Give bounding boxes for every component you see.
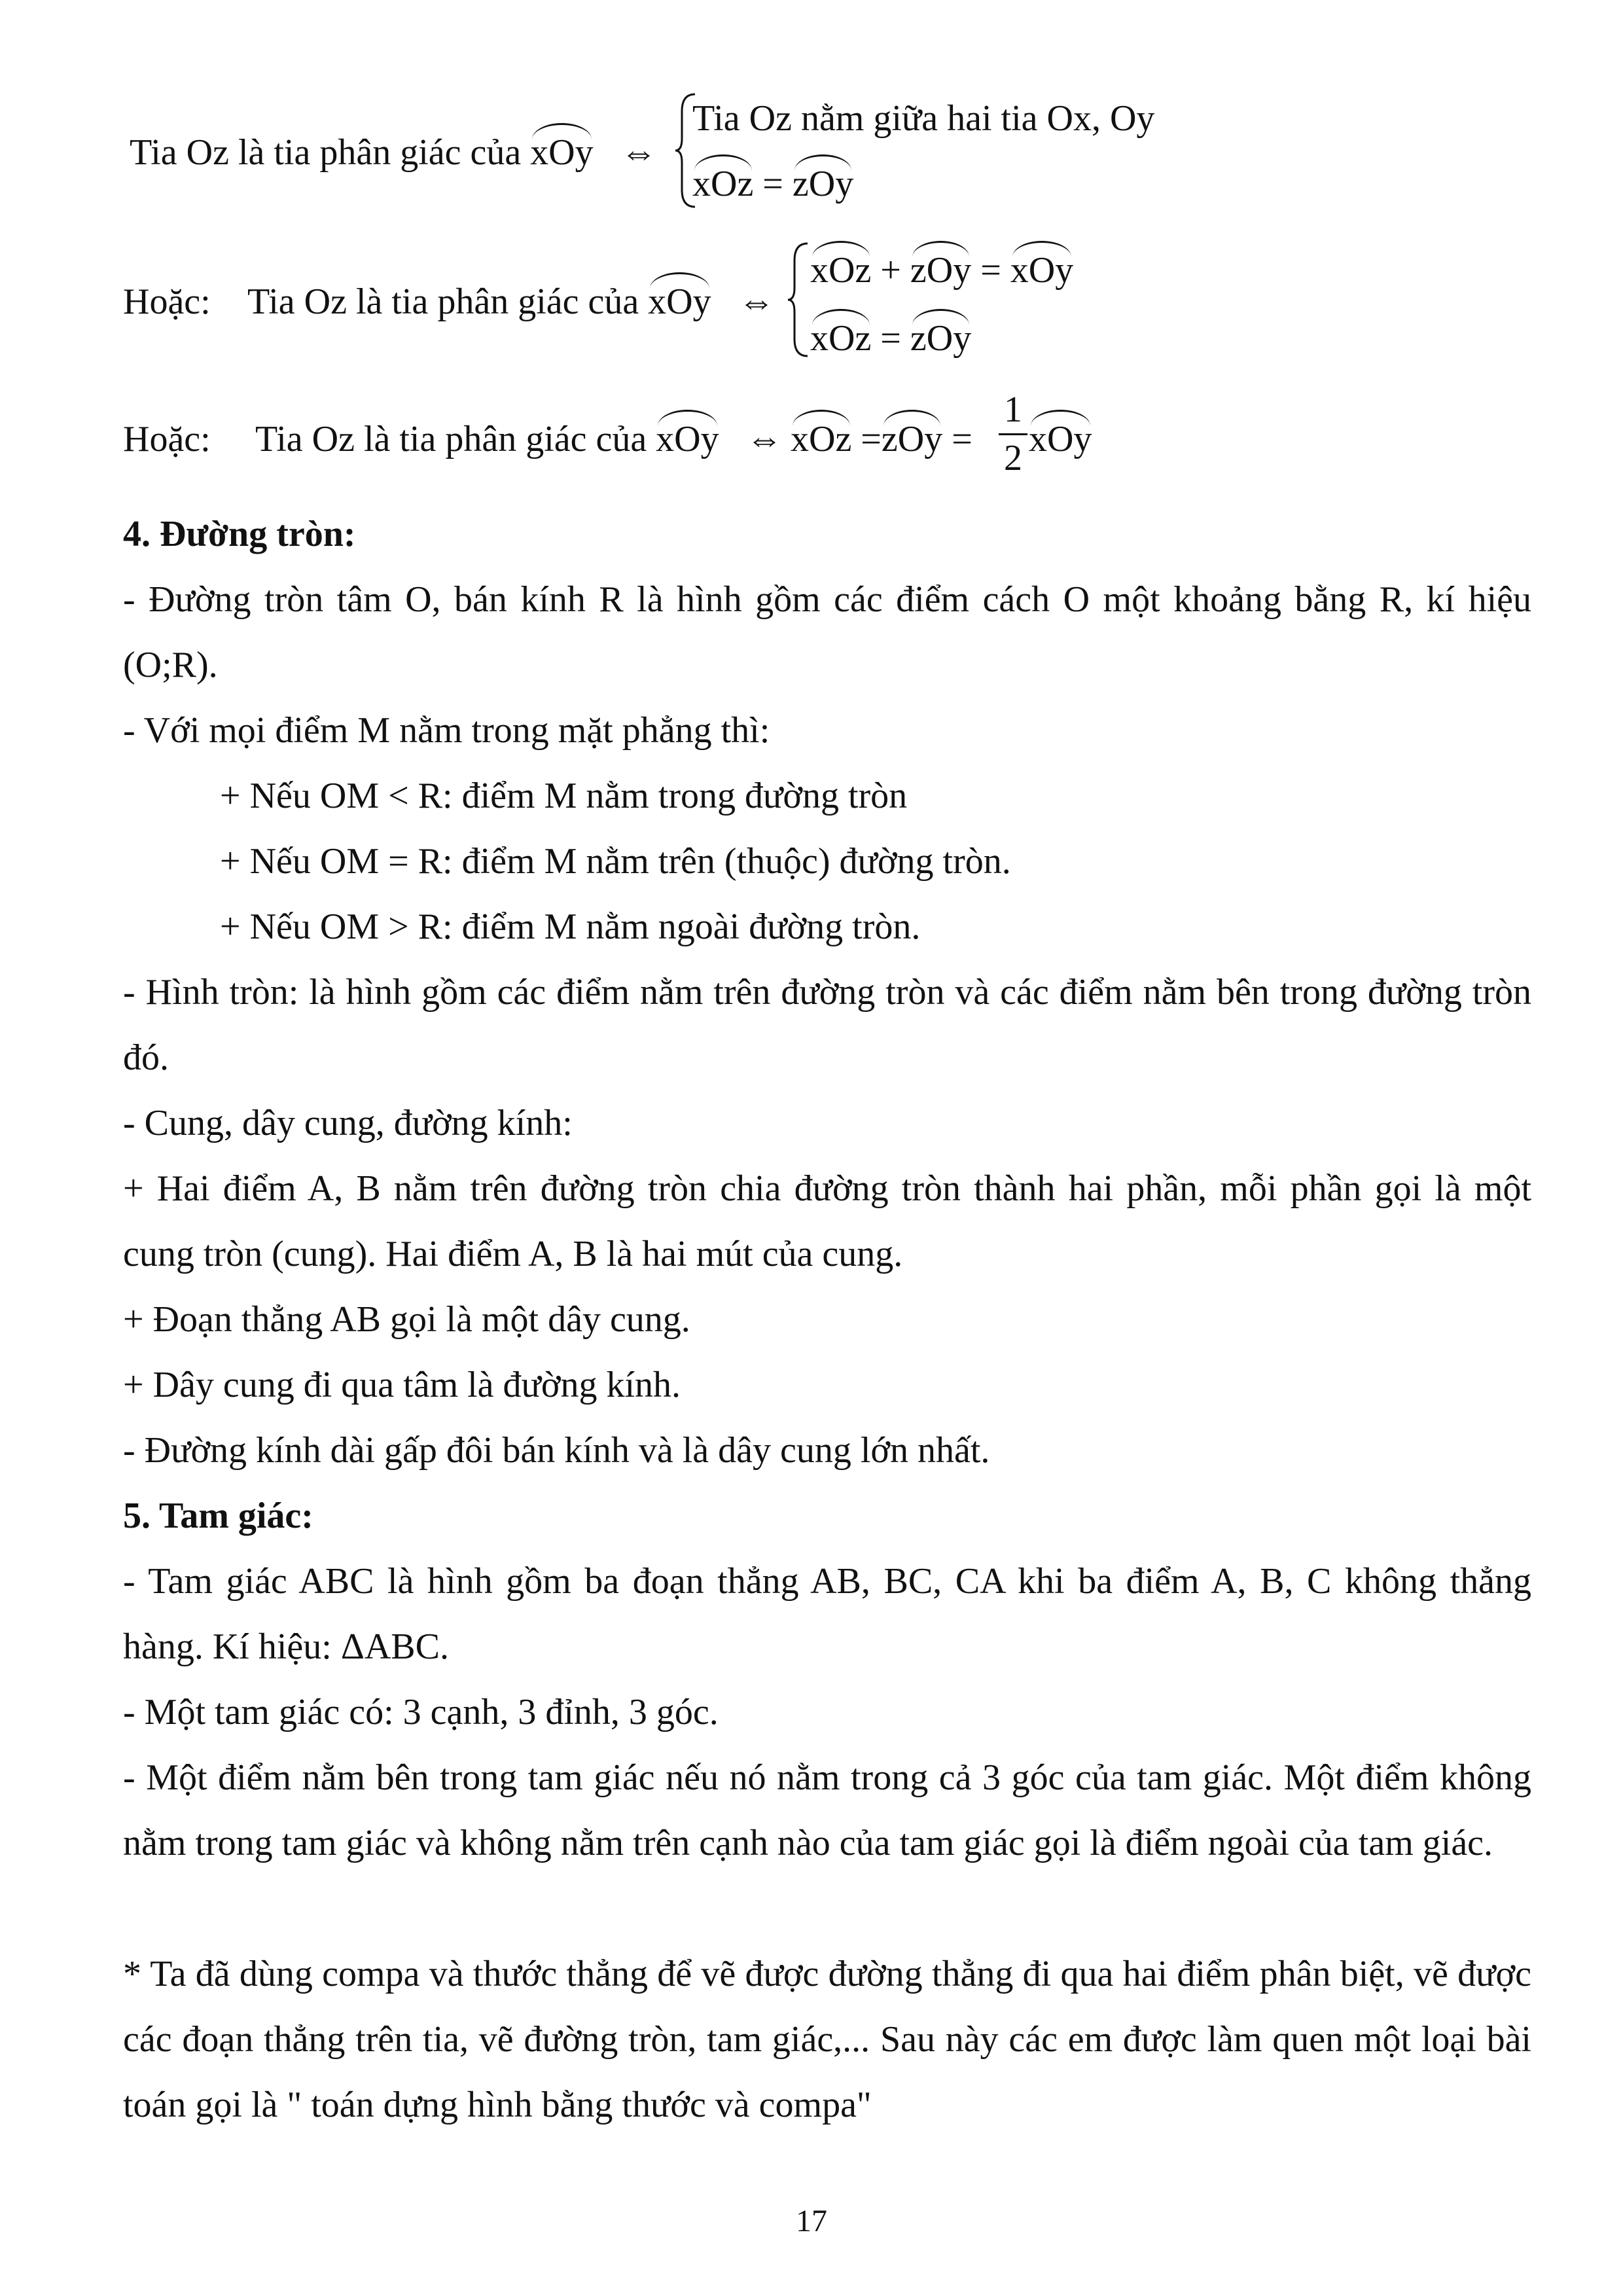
- iff-symbol: ⇔: [746, 419, 783, 459]
- iff-symbol: ⇔: [620, 132, 657, 173]
- angle-xoy: xOy: [530, 130, 593, 175]
- point-outside-rule: + Nếu OM > R: điểm M nằm ngoài đường tròn.: [220, 906, 921, 947]
- angle-xoy: xOy: [1029, 416, 1092, 462]
- bisector-def-1-lead: Tia Oz là tia phân giác của xOy: [130, 130, 594, 175]
- left-brace: [785, 241, 812, 359]
- or-label-1: Hoặc:: [123, 281, 211, 322]
- disk-definition: - Hình tròn: là hình gồm các điểm nằm trên đường tròn và các điểm nằm bên trong đường tròn đó.: [123, 972, 1531, 1078]
- arc-chord-diameter-intro: - Cung, dây cung, đường kính:: [123, 1103, 573, 1143]
- diameter-property: - Đường kính dài gấp đôi bán kính và là dây cung lớn nhất.: [123, 1430, 990, 1471]
- bisector-condition-sum: xOz + zOy = xOy: [810, 247, 1073, 293]
- arc-definition: + Hai điểm A, B nằm trên đường tròn chia đường tròn thành hai phần, mỗi phần gọi là một cung tròn (cung). Hai điểm A, B là hai mút của cung.: [123, 1168, 1531, 1274]
- triangle-interior-exterior: - Một điểm nằm bên trong tam giác nếu nó nằm trong cả 3 góc của tam giác. Một điểm không nằm trong tam giác và không nằm trên cạnh nào của tam giác gọi là điểm ngoài của tam giác.: [123, 1757, 1531, 1863]
- bisector-def-2-lead: Tia Oz là tia phân giác của xOy: [247, 279, 711, 325]
- bisector-condition-equal: xOz = zOy: [692, 161, 853, 207]
- fraction-numerator: 1: [1004, 389, 1022, 430]
- or-label-2: Hoặc:: [123, 419, 211, 459]
- angle-xoy: xOy: [648, 279, 711, 325]
- construction-note: * Ta đã dùng compa và thước thẳng để vẽ được đường thẳng đi qua hai điểm phân biệt, vẽ được các đoạn thẳng trên tia, vẽ đường tròn, tam giác,... Sau này các em được làm quen một loại bài toán gọi là " toán dựng hình bằng thước và compa": [123, 1954, 1531, 2125]
- circle-definition: - Đường tròn tâm O, bán kính R là hình gồm các điểm cách O một khoảng bằng R, kí hiệu (O;R).: [123, 579, 1531, 685]
- point-inside-rule: + Nếu OM < R: điểm M nằm trong đường tròn: [220, 776, 908, 816]
- iff-symbol: ⇔: [738, 281, 775, 322]
- bisector-condition-equal: xOz = zOy: [810, 315, 971, 361]
- point-on-rule: + Nếu OM = R: điểm M nằm trên (thuộc) đường tròn.: [220, 841, 1011, 882]
- fraction-bar: [999, 433, 1027, 435]
- chord-definition: + Đoạn thẳng AB gọi là một dây cung.: [123, 1299, 690, 1340]
- section-5-heading: 5. Tam giác:: [123, 1496, 313, 1536]
- triangle-definition: - Tam giác ABC là hình gồm ba đoạn thẳng AB, BC, CA khi ba điểm A, B, C không thẳng hàng. Kí hiệu: ΔABC.: [123, 1561, 1531, 1667]
- diameter-definition: + Dây cung đi qua tâm là đường kính.: [123, 1365, 681, 1405]
- bisector-def-3-lead: Tia Oz là tia phân giác của xOy: [255, 416, 719, 462]
- point-position-intro: - Với mọi điểm M nằm trong mặt phẳng thì:: [123, 710, 770, 751]
- fraction-denominator: 2: [1004, 438, 1022, 478]
- fraction-one-half: [999, 390, 1027, 495]
- section-4-heading: 4. Đường tròn:: [123, 514, 356, 554]
- bisector-half-angle-lhs: xOz =zOy =: [791, 416, 972, 462]
- triangle-elements: - Một tam giác có: 3 cạnh, 3 đỉnh, 3 góc.: [123, 1692, 719, 1732]
- page-number: 17: [796, 2204, 827, 2238]
- bisector-condition-between: Tia Oz nằm giữa hai tia Ox, Oy: [692, 98, 1155, 139]
- angle-xoy: xOy: [656, 416, 719, 462]
